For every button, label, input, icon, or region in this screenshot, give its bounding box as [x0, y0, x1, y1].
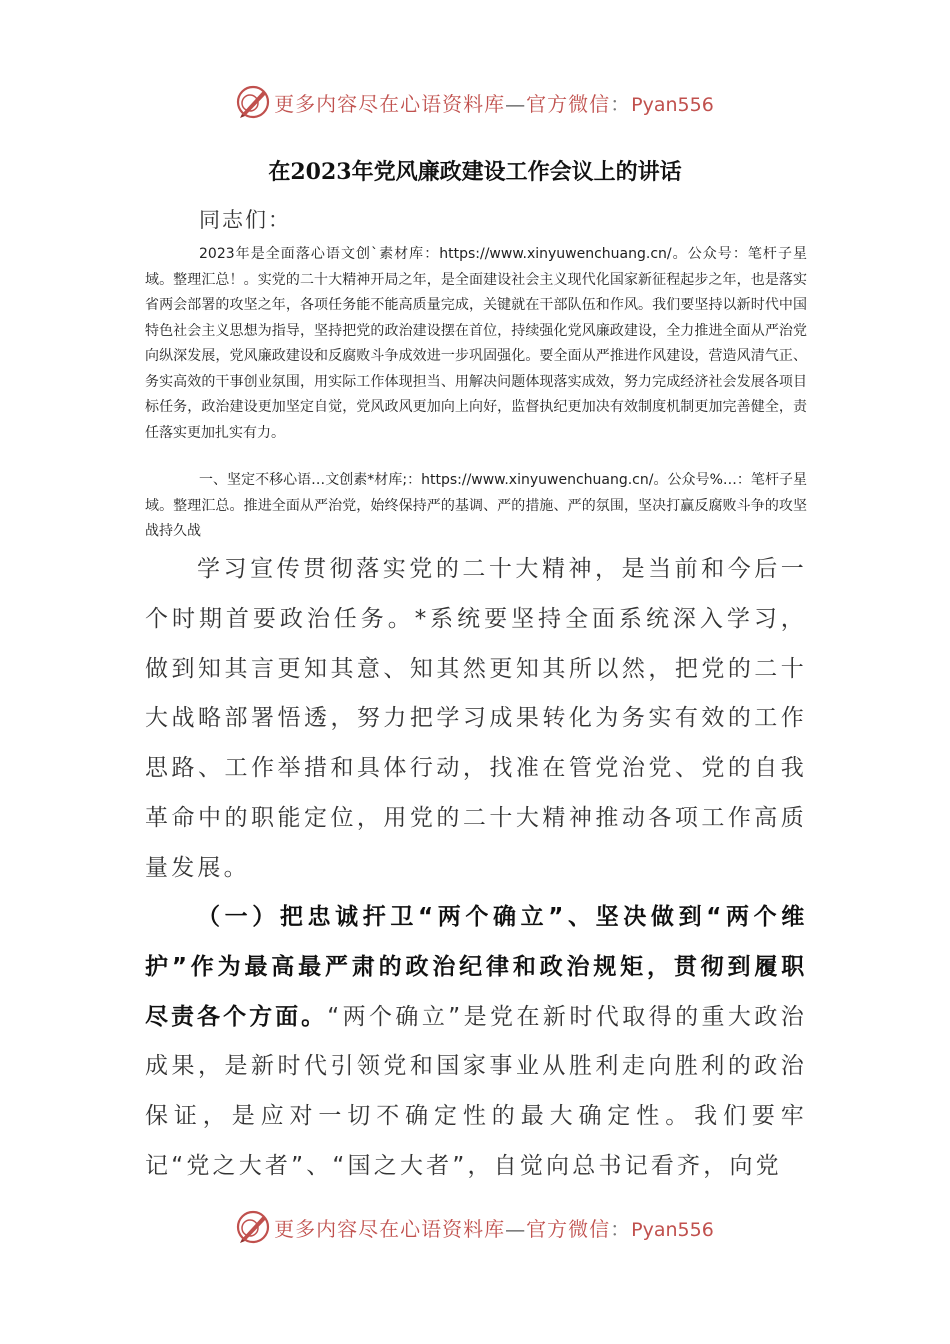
document-title: 在2023年党风廉政建设工作会议上的讲话	[268, 159, 682, 185]
banner-official-label: 官方微信	[526, 91, 611, 116]
banner-text	[274, 1213, 714, 1242]
banner-dash: —	[505, 91, 527, 116]
point-one-lead: （一）把忠诚扞卫“两个确立”、坚决做到“两个维护”作为最高最严肃的政治纪律和政治规矩，贯彻到履职尽责各个方面。	[145, 904, 807, 1030]
banner-main-text: 更多内容尽在心语资料库	[274, 1216, 506, 1241]
banner-main-text: 更多内容尽在心语资料库	[274, 91, 506, 116]
banner-dash: —	[505, 1216, 527, 1241]
banner-official-label: 官方微信	[526, 1216, 611, 1241]
banner-separator: ：	[610, 91, 632, 116]
study-paragraph: 学习宣传贯彻落实党的二十大精神，是当前和今后一个时期首要政治任务。*系统要坚持全面系统深入学习，做到知其言更知其意、知其然更知其所以然，把党的二十大战略部署悟透，努力把学习成果转化为务实有效的工作思路、工作举措和具体行动，找准在管党治党、党的自我革命中的职能定位，用党的二十大精神推动各项工作高质量发展。	[145, 556, 807, 881]
section-heading-paragraph: 一、坚定不移心语…文创素*材库;：https://www.xinyuwenchuang.cn/。公众号%…：笔杆子星域。整理汇总。推进全面从严治党，始终保持严的基调、严的措施、严的氛围，坚决打赢反腐败斗争的攻坚战持久战	[145, 472, 807, 539]
banner-wechat-id: Pyan556	[631, 1218, 714, 1241]
footer-banner	[0, 1203, 950, 1251]
salutation: 同志们：	[199, 208, 291, 232]
intro-paragraph: 2023年是全面落心语文创`素材库：https://www.xinyuwenchuang.cn/。公众号：笔杆子星域。整理汇总！。实党的二十大精神开局之年，是全面建设社会主义现代化国家新征程起步之年，也是落实省两会部署的攻坚之年，各项任务能不能高质量完成，关键就在干部队伍和作风。我们要坚持以新时代中国特色社会主义思想为指导，坚持把党的政治建设摆在首位，持续强化党风廉政建设，全力推进全面从严治党向纵深发展，党风廉政建设和反腐败斗争成效进一步巩固强化。要全面从严推进作风建设，营造风清气正、务实高效的干事创业氛围，用实际工作体现担当、用解决问题体现落实成效，努力完成经济社会发展各项目标任务，政治建设更加坚定自觉，党风政风更加向上向好，监督执纪更加决有效制度机制更加完善健全，责任落实更加扎实有力。	[145, 246, 807, 441]
banner-wechat-id: Pyan556	[631, 93, 714, 116]
point-one-body: “两个确立”是党在新时代取得的重大政治成果，是新时代引领党和国家事业从胜利走向胜利的政治保证，是应对一切不确定性的最大确定性。我们要牢记“党之大者”、“国之大者”，自觉向总书记看齐，向党	[145, 1003, 807, 1179]
pen-logo-icon	[236, 85, 270, 119]
point-one-paragraph	[145, 893, 807, 1192]
banner-separator: ：	[610, 1216, 632, 1241]
banner-text	[274, 88, 714, 117]
header-banner	[0, 78, 950, 126]
pen-logo-icon	[236, 1210, 270, 1244]
